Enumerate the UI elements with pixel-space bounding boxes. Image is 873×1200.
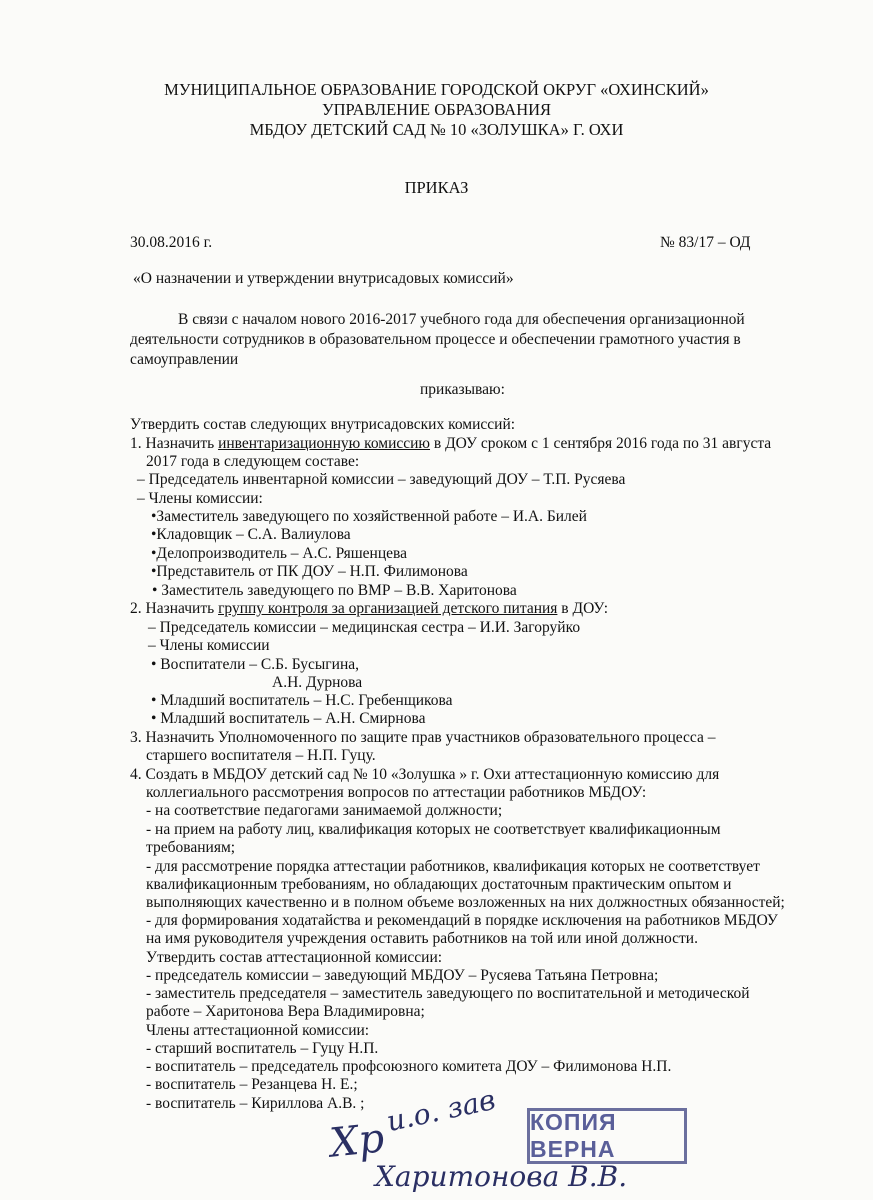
header-line-1: МУНИЦИПАЛЬНОЕ ОБРАЗОВАНИЕ ГОРОДСКОЙ ОКРУГ «ОХИНСКИЙ»	[164, 80, 709, 99]
body-intro: Утвердить состав следующих внутрисадовских комиссий:	[130, 416, 516, 433]
item-2-underlined: группу контроля за организацией детского питания	[218, 600, 558, 617]
item-4-line-14: работе – Харитонова Вера Владимировна;	[146, 1003, 425, 1020]
item-2-member-3: • Младший воспитатель – А.Н. Смирнова	[151, 710, 426, 727]
item-2-line-1	[130, 599, 608, 619]
item-4-line-10: на имя руководителя учреждения оставить работников на той или иной должности.	[146, 930, 698, 947]
item-4-line-4: - на прием на работу лиц, квалификация которых не соответствует квалификационным	[146, 821, 721, 838]
item-4-line-17: - воспитатель – председатель профсоюзного комитета ДОУ – Филимонова Н.П.	[146, 1058, 672, 1075]
item-1-member-5: • Заместитель заведующего по ВМР – В.В. Харитонова	[152, 582, 517, 599]
item-2-member-1: • Воспитатели – С.Б. Бусыгина,	[151, 656, 359, 673]
item-4-line-7: квалификационным требованиям, но обладающих достаточным практическим опытом и	[146, 876, 732, 893]
item-1-underlined: инвентаризационную комиссию	[218, 435, 431, 452]
order-number: № 83/17 – ОД	[660, 234, 751, 251]
item-1-member-4: •Представитель от ПК ДОУ – Н.П. Филимонова	[151, 563, 468, 580]
item-1-line-1	[130, 434, 800, 454]
item-2-chair: – Председатель комиссии – медицинская сестра – И.И. Загоруйко	[148, 619, 581, 636]
item-1-member-2: •Кладовщик – С.А. Валиулова	[151, 526, 351, 543]
preamble-line-2: деятельности сотрудников в образовательном процессе и обеспечении грамотного участия в	[130, 331, 741, 348]
copy-stamp: КОПИЯ ВЕРНА	[527, 1108, 687, 1164]
preamble-line-3: самоуправлении	[130, 351, 239, 368]
handwritten-name: Харитонова В.В.	[375, 1160, 628, 1193]
item-4-line-18: - воспитатель – Резанцева Н. Е.;	[146, 1076, 358, 1093]
item-4-line-11: Утвердить состав аттестационной комиссии:	[146, 949, 443, 966]
item-4-line-6: - для рассмотрение порядка аттестации работников, квалификация которых не соответствует	[146, 858, 760, 875]
item-4-line-12: - председатель комиссии – заведующий МБДОУ – Русяева Татьяна Петровна;	[146, 967, 659, 984]
header-line-2: УПРАВЛЕНИЕ ОБРАЗОВАНИЯ	[321, 100, 552, 119]
order-subject: «О назначении и утверждении внутрисадовых комиссий»	[133, 270, 514, 287]
item-2-prefix: 2. Назначить	[130, 600, 219, 617]
preamble-line-1: В связи с началом нового 2016-2017 учебного года для обеспечения организационной	[178, 311, 745, 328]
item-4-line-5: требованиям;	[146, 839, 236, 856]
handwritten-note: и.о. зав	[383, 1082, 499, 1139]
item-2-members: – Члены комиссии	[148, 637, 270, 654]
item-1-suffix: в ДОУ сроком с 1 сентября 2016 года по 31 августа	[430, 435, 772, 452]
item-2-member-1b: А.Н. Дурнова	[272, 674, 363, 691]
item-4-line-9: - для формирования ходатайства и рекомендаций в порядке исключения на работников МБДОУ	[146, 912, 778, 929]
order-date: 30.08.2016 г.	[130, 234, 213, 251]
item-1-prefix: 1. Назначить	[130, 435, 219, 452]
document-title: ПРИКАЗ	[404, 178, 469, 197]
item-1-member-1: •Заместитель заведующего по хозяйственной работе – И.А. Билей	[151, 508, 587, 525]
item-1-member-3: •Делопроизводитель – А.С. Ряшенцева	[151, 545, 408, 562]
handwritten-signature: Хр	[327, 1115, 387, 1167]
orders-word: приказываю:	[420, 381, 505, 398]
item-4-line-19: - воспитатель – Кириллова А.В. ;	[146, 1095, 365, 1112]
item-1-line-2: 2017 года в следующем составе:	[146, 453, 360, 470]
item-1-members: – Члены комиссии:	[137, 490, 263, 507]
item-1-chair: – Председатель инвентарной комиссии – заведующий ДОУ – Т.П. Русяева	[137, 471, 626, 488]
item-2-member-2: • Младший воспитатель – Н.С. Гребенщикова	[151, 692, 453, 709]
item-4-line-13: - заместитель председателя – заместитель заведующего по воспитательной и методической	[146, 985, 750, 1002]
item-4-line-16: - старший воспитатель – Гуцу Н.П.	[146, 1040, 379, 1057]
item-3-line-2: старшего воспитателя – Н.П. Гуцу.	[146, 747, 376, 764]
item-4-line-8: выполняющих качественно и в полном объеме возложенных на них должностных обязанностей;	[146, 894, 785, 911]
item-4-line-1: 4. Создать в МБДОУ детский сад № 10 «Золушка » г. Охи аттестационную комиссию для	[130, 766, 720, 783]
item-3-line-1: 3. Назначить Уполномоченного по защите прав участников образовательного процесса –	[130, 729, 716, 746]
header-line-3: МБДОУ ДЕТСКИЙ САД № 10 «ЗОЛУШКА» Г. ОХИ	[249, 120, 624, 139]
item-4-line-15: Члены аттестационной комиссии:	[146, 1022, 370, 1039]
item-2-suffix: в ДОУ:	[557, 600, 609, 617]
item-4-line-2: коллегиального рассмотрения вопросов по аттестации работников МБДОУ:	[146, 784, 647, 801]
item-4-line-3: - на соответствие педагогами занимаемой должности;	[146, 802, 503, 819]
